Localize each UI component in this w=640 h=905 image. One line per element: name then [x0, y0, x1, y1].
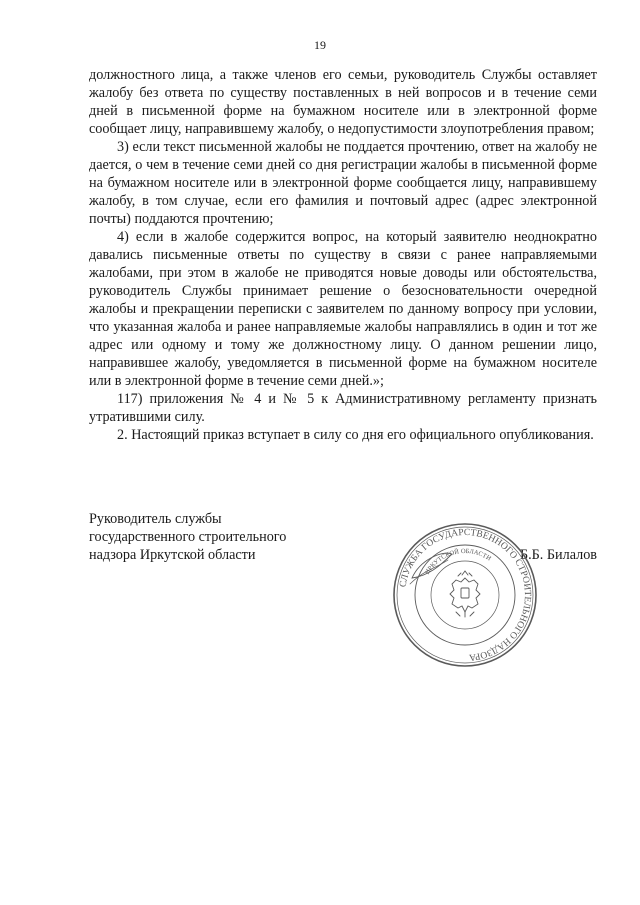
- paragraph-item-3: 3) если текст письменной жалобы не поддается прочтению, ответ на жалобу не дается, о чем в течение семи дней со дня регистрации жалобы в письменной форме на бумажном носителе или в электронной форме сообщается лицу, направившему жалобу, в том случае, если его фамилия и почтовый адрес (адрес электронной почты) поддаются прочтению;: [89, 139, 597, 227]
- seal-inner-text: ИРКУТСКОЙ ОБЛАСТИ: [423, 547, 493, 576]
- seal-outer-text: СЛУЖБА ГОСУДАРСТВЕННОГО СТРОИТЕЛЬНОГО НАДЗОРА: [398, 527, 533, 662]
- signatory-title-line: государственного строительного: [89, 529, 287, 545]
- paragraph-continuation: должностного лица, а также членов его семьи, руководитель Службы оставляет жалобу без ответа по существу поставленных в ней вопросов и в течение семи дней в письменной форме на бумажном носителе или в электронной форме сообщает лицу, направившему жалобу, о недопустимости злоупотребления правом;: [89, 67, 597, 137]
- coat-of-arms-icon: [450, 571, 480, 617]
- page-number: 19: [314, 38, 326, 52]
- paragraph-effective-date: 2. Настоящий приказ вступает в силу со дня его официального опубликования.: [117, 427, 594, 443]
- seal-middle-ring: [415, 545, 515, 645]
- paragraph-item-117: 117) приложения № 4 и № 5 к Административному регламенту признать утратившими силу.: [89, 391, 597, 425]
- signatory-title-line: Руководитель службы: [89, 511, 222, 527]
- signatory-name: Б.Б. Билалов: [519, 547, 597, 563]
- seal-outer-ring-inner: [397, 527, 533, 663]
- signatory-title: [89, 510, 349, 564]
- signatory-title-line: надзора Иркутской области: [89, 547, 256, 563]
- document-body: [89, 66, 597, 444]
- official-seal: [390, 520, 540, 670]
- paragraph-item-4: 4) если в жалобе содержится вопрос, на который заявителю неоднократно давались письменные ответы по существу в связи с ранее направляемыми жалобами, при этом в жалобе не приводятся новые доводы или обстоятельства, руководитель Службы принимает решение о безосновательности очередной жалобы и прекращении переписки с заявителем по данному вопросу при условии, что указанная жалоба и ранее направляемые жалобы направлялись в один и тот же адрес или одному и тому же должностному лицу. О данном решении лицо, направившее жалобу, уведомляется в письменной форме на бумажном носителе или в электронной форме в течение семи дней.»;: [89, 229, 597, 389]
